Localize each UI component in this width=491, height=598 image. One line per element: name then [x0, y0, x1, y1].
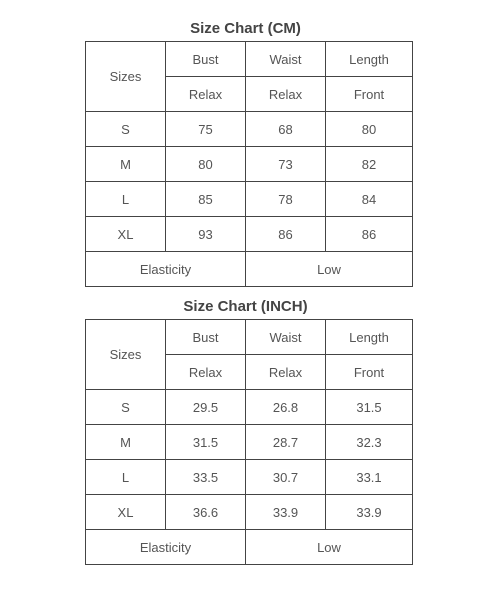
length-cell: 84	[326, 182, 413, 217]
table-row	[86, 425, 413, 460]
length-cell: 33.9	[326, 495, 413, 530]
waist-cell: 78	[246, 182, 326, 217]
length-cell: 86	[326, 217, 413, 252]
length-subheader: Front	[326, 77, 413, 112]
cm-chart-title: Size Chart (CM)	[190, 20, 301, 37]
elasticity-value: Low	[246, 530, 413, 565]
waist-cell: 33.9	[246, 495, 326, 530]
bust-cell: 36.6	[166, 495, 246, 530]
size-cell: M	[86, 147, 166, 182]
bust-cell: 75	[166, 112, 246, 147]
bust-cell: 33.5	[166, 460, 246, 495]
inch-size-table	[85, 319, 413, 565]
size-cell: S	[86, 390, 166, 425]
table-row	[86, 217, 413, 252]
size-cell: L	[86, 182, 166, 217]
table-row	[86, 147, 413, 182]
bust-cell: 85	[166, 182, 246, 217]
length-cell: 80	[326, 112, 413, 147]
sizes-header: Sizes	[86, 42, 166, 112]
size-cell: XL	[86, 217, 166, 252]
table-row	[86, 112, 413, 147]
bust-subheader: Relax	[166, 77, 246, 112]
waist-cell: 86	[246, 217, 326, 252]
table-row	[86, 495, 413, 530]
bust-subheader: Relax	[166, 355, 246, 390]
bust-cell: 80	[166, 147, 246, 182]
table-header-row	[86, 320, 413, 355]
waist-header: Waist	[246, 42, 326, 77]
sizes-header: Sizes	[86, 320, 166, 390]
size-cell: XL	[86, 495, 166, 530]
size-cell: L	[86, 460, 166, 495]
cm-size-table	[85, 41, 413, 287]
bust-cell: 93	[166, 217, 246, 252]
waist-cell: 26.8	[246, 390, 326, 425]
size-cell: M	[86, 425, 166, 460]
length-cell: 32.3	[326, 425, 413, 460]
bust-header: Bust	[166, 42, 246, 77]
table-header-row	[86, 42, 413, 77]
elasticity-value: Low	[246, 252, 413, 287]
elasticity-label: Elasticity	[86, 252, 246, 287]
length-header: Length	[326, 42, 413, 77]
waist-subheader: Relax	[246, 355, 326, 390]
elasticity-row	[86, 530, 413, 565]
elasticity-label: Elasticity	[86, 530, 246, 565]
bust-header: Bust	[166, 320, 246, 355]
table-row	[86, 460, 413, 495]
waist-cell: 30.7	[246, 460, 326, 495]
length-cell: 82	[326, 147, 413, 182]
length-header: Length	[326, 320, 413, 355]
table-row	[86, 390, 413, 425]
bust-cell: 29.5	[166, 390, 246, 425]
waist-header: Waist	[246, 320, 326, 355]
table-row	[86, 182, 413, 217]
length-subheader: Front	[326, 355, 413, 390]
size-cell: S	[86, 112, 166, 147]
bust-cell: 31.5	[166, 425, 246, 460]
elasticity-row	[86, 252, 413, 287]
waist-cell: 68	[246, 112, 326, 147]
waist-cell: 28.7	[246, 425, 326, 460]
inch-chart-title: Size Chart (INCH)	[183, 298, 308, 315]
length-cell: 31.5	[326, 390, 413, 425]
length-cell: 33.1	[326, 460, 413, 495]
waist-cell: 73	[246, 147, 326, 182]
waist-subheader: Relax	[246, 77, 326, 112]
